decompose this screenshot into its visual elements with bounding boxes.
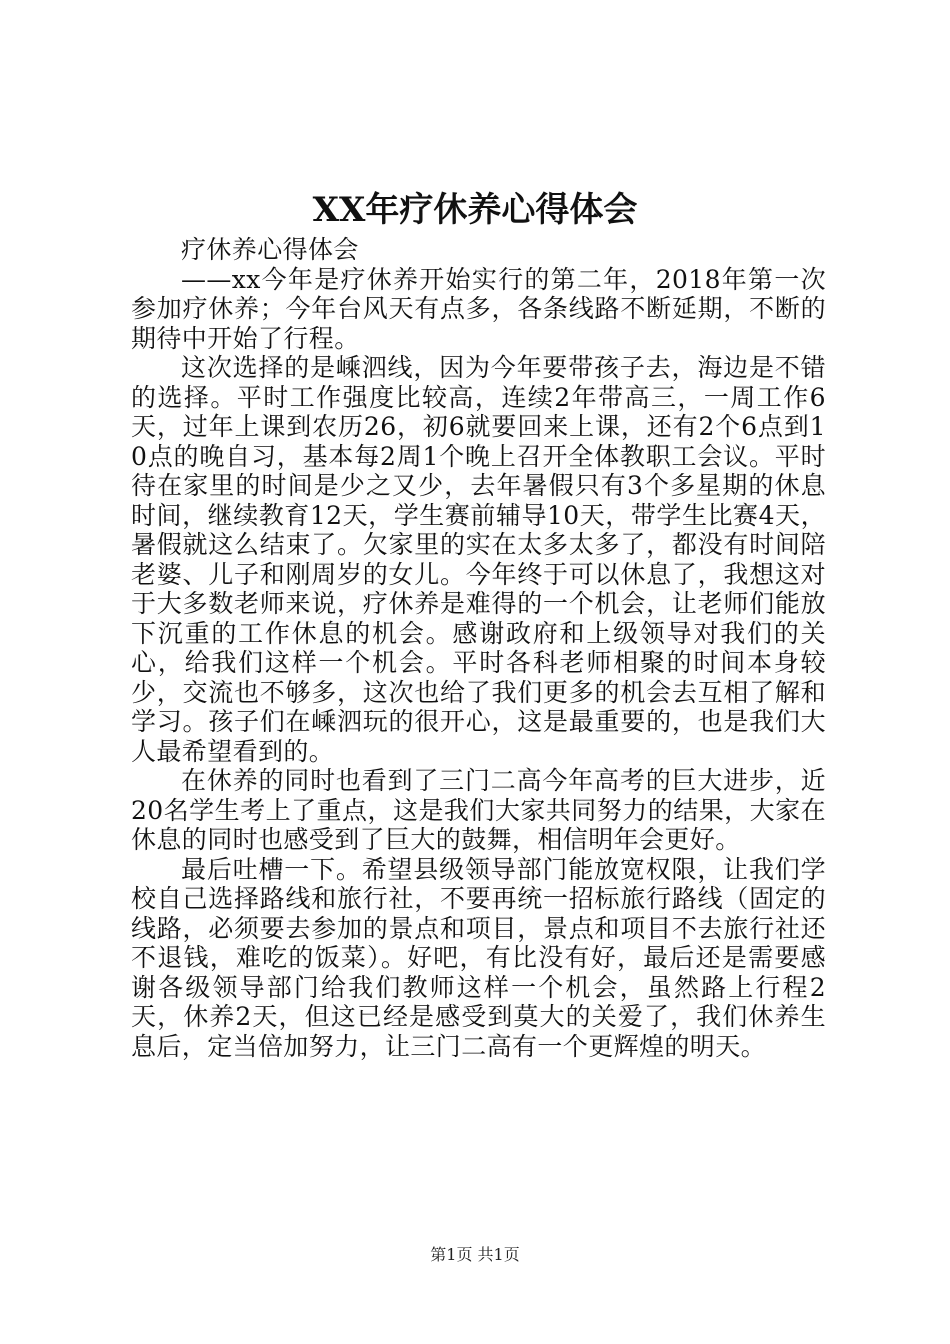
paragraph-intro: ——xx今年是疗休养开始实行的第二年，2018年第一次参加疗休养；今年台风天有点多，各条线路不断延期，不断的期待中开始了行程。 <box>131 264 826 353</box>
paragraph-subtitle: 疗休养心得体会 <box>181 235 359 264</box>
paragraph-closing: 最后吐槽一下。希望县级领导部门能放宽权限，让我们学校自己选择路线和旅行社，不要再统一招标旅行路线（固定的线路，必须要去参加的景点和项目，景点和项目不去旅行社还不退钱，难吃的饭菜）。好吧，有比没有好，最后还是需要感谢各级领导部门给我们教师这样一个机会，虽然路上行程2天，休养2天，但这已经是感受到莫大的关爱了，我们休养生息后，定当倍加努力，让三门二高有一个更辉煌的明天。 <box>131 854 826 1061</box>
page-footer: 第1页 共1页 <box>430 1245 520 1264</box>
paragraph-route-choice: 这次选择的是嵊泗线，因为今年要带孩子去，海边是不错的选择。平时工作强度比较高，连续2年带高三，一周工作6天，过年上课到农历26，初6就要回来上课，还有2个6点到10点的晚自习，基本每2周1个晚上召开全体教职工会议。平时待在家里的时间是少之又少，去年暑假只有3个多星期的休息时间，继续教育12天，学生赛前辅导10天，带学生比赛4天，暑假就这么结束了。欠家里的实在太多太多了，都没有时间陪老婆、儿子和刚周岁的女儿。今年终于可以休息了，我想这对于大多数老师来说，疗休养是难得的一个机会，让老师们能放下沉重的工作休息的机会。感谢政府和上级领导对我们的关心，给我们这样一个机会。平时各科老师相聚的时间本身较少，交流也不够多，这次也给了我们更多的机会去互相了解和学习。孩子们在嵊泗玩的很开心，这是最重要的，也是我们大人最希望看到的。 <box>131 353 826 766</box>
document-body <box>131 235 826 1061</box>
document-title: XX年疗休养心得体会 <box>312 190 638 230</box>
paragraph-school-progress: 在休养的同时也看到了三门二高今年高考的巨大进步，近20名学生考上了重点，这是我们大家共同努力的结果，大家在休息的同时也感受到了巨大的鼓舞，相信明年会更好。 <box>131 766 826 854</box>
